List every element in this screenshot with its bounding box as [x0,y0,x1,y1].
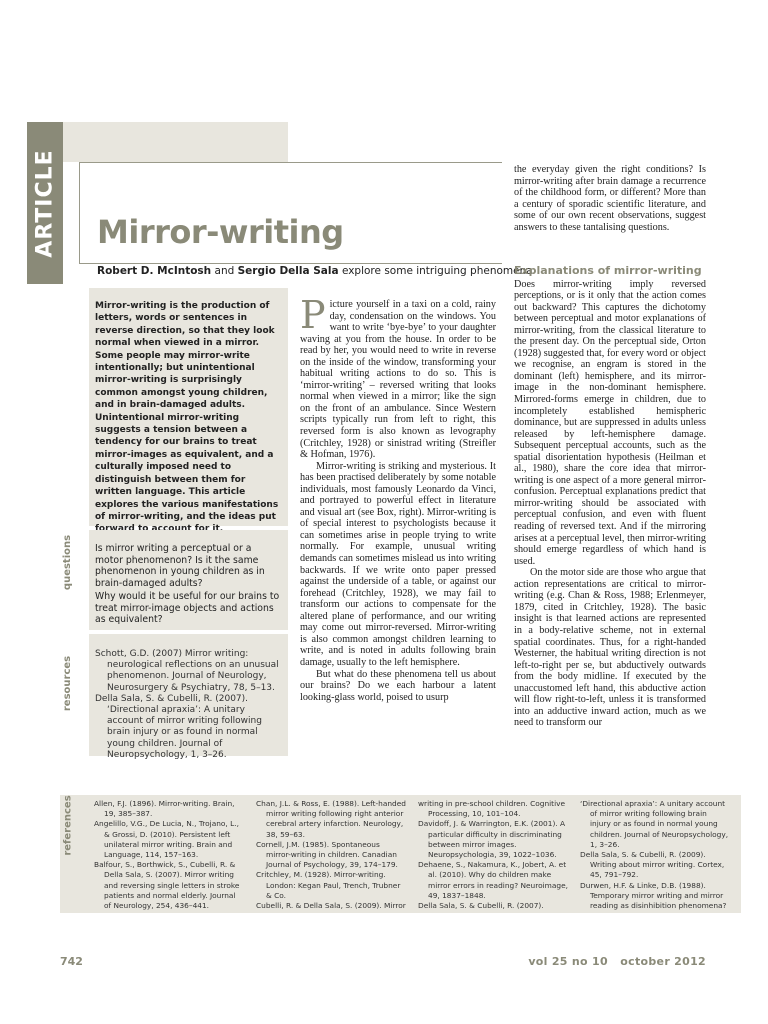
byline-tagline: explore some intriguing phenomena [341,265,533,277]
body-paragraph: Picture yourself in a taxi on a cold, rainy day, condensation on the windows. You want to write ‘bye-bye’ to your daughter waving at you from the house. In order to be read by her, you would need to write in reverse on the inside of the window, transforming your habitual writing actions to do so. This is ‘mirror-writing’ – reversed writing that looks normal when viewed in a mirror; like the sign on the front of an ambulance. Since Western scripts typically run from left to right, this reversed form is also known as levography (Critchley, 1928) or sinistrad writing (Streifler & Hofman, 1976). [300,293,496,461]
question-item: Is mirror writing a perceptual or a motor phenomenon? Is it the same phenomenon in young children as in brain-damaged adults? [95,543,265,589]
reference-item: Della Sala, S. & Cubelli, R. (2007). [418,901,544,911]
reference-item: Cubelli, R. & Della Sala, S. (2009). Mirror [256,901,406,911]
references-column-2 [256,799,406,911]
reference-item: Durwen, H.F. & Linke, D.B. (1988). Temporary mirror writing and mirror reading as disinhibition phenomena? [580,880,727,911]
author-2: Sergio Della Sala [237,265,339,277]
page-number: 742 [60,955,83,968]
reference-item: Davidoff, J. & Warrington, E.K. (2001). A particular difficulty in discriminating between mirror images. Neuropsychologia, 39, 1022–1036. [418,819,566,860]
body-column-3-intro: the everyday given the right conditions? Is mirror-writing after brain damage a recurrence of the childhood form, or different? More than a century of sporadic scientific literature, and some of our own recent observations, suggest answers to these tantalising questions. [514,164,706,233]
question-item: Why would it be useful for our brains to treat mirror-image objects and actions as equivalent? [95,591,280,625]
dropcap: P [300,293,326,337]
questions-label: questions [62,534,74,590]
reference-item: Cornell, J.M. (1985). Spontaneous mirror-writing in children. Canadian Journal of Psychology, 39, 174–179. [256,839,398,870]
body-paragraph: Does mirror-writing imply reversed perceptions, or is it only that the action comes out backward? This captures the dichotomy between perceptual and motor explanations of mirror-writing, from the classical literature to the present day. On the perceptual side, Orton (1928) suggested that, for every word or object we recognise, an engram is stored in the dominant (left) hemisphere, and its mirror-image in the non-dominant hemisphere. Mirrored-forms emerge in children, due to incompletely established hemispheric dominance, but are suppressed in adults unless released by left-hemisphere damage. Subsequent perceptual accounts, such as the spatial disorientation hypothesis (Heilman et al., 1980), share the core idea that mirror-writing is one aspect of a more general mirror-confusion. Perceptual explanations predict that mirror-writing should be associated with perceptual confusion, and even with fluent reading of reversed text. And if the mirroring arises at a perceptual level, then mirror-writing should emerge regardless of which hand is used. [514,278,706,567]
reference-item: ‘Directional apraxia’: A unitary account of mirror writing following brain injury or as found in normal young children. Journal of Neuropsychology, 1, 3–26. [580,799,729,849]
issue-info: vol 25 no 10 october 2012 [528,955,706,968]
title-panel [63,122,288,162]
references-column-4 [580,799,730,911]
reference-item: Angelillo, V.G., De Lucia, N., Trojano, L., & Grossi, D. (2010). Persistent left unilateral mirror writing. Brain and Language, 114, 157–163. [94,819,239,860]
body-column-3 [514,265,706,729]
resource-item: Schott, G.D. (2007) Mirror writing: neurological reflections on an unusual phenomenon. Journal of Neurology, Neurosurgery & Psychiatry, 78, 5–13. [95,649,279,693]
article-label: ARTICLE [32,148,58,258]
reference-item: Della Sala, S. & Cubelli, R. (2009). Writing about mirror writing. Cortex, 45, 791–792. [580,850,725,880]
resource-item: Della Sala, S. & Cubelli, R. (2007). ‘Directional apraxia’: A unitary account of mirror writing following brain injury or as found in normal young children. Journal of Neuropsychology, 1, 3–26. [95,693,262,760]
page-title: Mirror-writing [97,213,344,251]
reference-item: writing in pre-school children. Cognitive Processing, 10, 101–104. [418,799,566,819]
reference-item: Balfour, S., Borthwick, S., Cubelli, R. & Della Sala, S. (2007). Mirror writing and reversing single letters in stroke patients and normal elderly. Journal of Neurology, 254, 436–441. [94,860,240,911]
abstract: Mirror-writing is the production of letters, words or sentences in reverse direction, so that they look normal when viewed in a mirror. Some people may mirror-write intentionally; but unintentional mirror-writing is surprisingly common amongst young children, and in brain-damaged adults. Unintentional mirror-writing suggests a tension between a tendency for our brains to treat mirror-images as equivalent, and a culturally imposed need to distinguish between them for written language. This article explores the various manifestations of mirror-writing, and the ideas put [95,301,279,522]
references-column-3 [418,799,568,911]
references-label: references [62,794,74,856]
body-column-2 [300,293,496,703]
resources-list [95,649,283,761]
reference-item: Allen, F.J. (1896). Mirror-writing. Brain, 19, 385–387. [94,799,235,819]
body-paragraph: On the motor side are those who argue that action representations are critical to mirror-writing (e.g. Chan & Ross, 1988; Erlenmeyer, 1879, cited in Critchley, 1928). The basic insight is that learned actions are represented in a body-relative scheme, not in external spatial coordinates. Thus, for a right-handed Westerner, the habitual writing direction is not left-to-right per se, but abductively outwards from the body midline. If executed by the unaccustomed left hand, this abductive action will flow right-to-left, unless it is transformed into an adductive inward action, much as we need to transform our [514,567,706,729]
section-heading: Explanations of mirror-writing [514,264,702,277]
byline-and: and [214,265,235,277]
author-1: Robert D. McIntosh [97,265,212,277]
reference-item: Critchley, M. (1928). Mirror-writing. London: Kegan Paul, Trench, Trubner & Co. [256,870,401,900]
reference-item: Chan, J.L. & Ross, E. (1988). Left-handed mirror writing following right anterior cerebral artery infarction. Neurology, 38, 59–63. [256,799,406,839]
body-paragraph: But what do these phenomena tell us about our brains? Do we each harbour a latent looking-glass world, poised to usurp [300,668,496,703]
byline [97,265,533,277]
body-paragraph: Mirror-writing is striking and mysterious. It has been practised deliberately by some notable individuals, most famously Leonardo da Vinci, and portrayed to powerful effect in literature and visual art (see Box, right). Mirror-writing is of special interest to psychologists because it can sometimes arise in people trying to write normally. For example, unusual writing demands can sometimes mislead us into writing backwards. If we write onto paper pressed against the underside of a table, or against our forehead (Critchley, 1928), we may fail to transform our actions to compensate for the altered plane of performance, and our writing may come out mirror-reversed. Mirror-writing is also common amongst children learning to write, and is noted in adults following brain damage, usually to the left hemisphere. [300,460,496,668]
resources-label: resources [62,655,74,711]
reference-item: Dehaene, S., Nakamura, K., Jobert, A. et al. (2010). Why do children make mirror errors in reading? Neuroimage, 49, 1837–1848. [418,860,568,900]
references-column-1 [94,799,244,911]
